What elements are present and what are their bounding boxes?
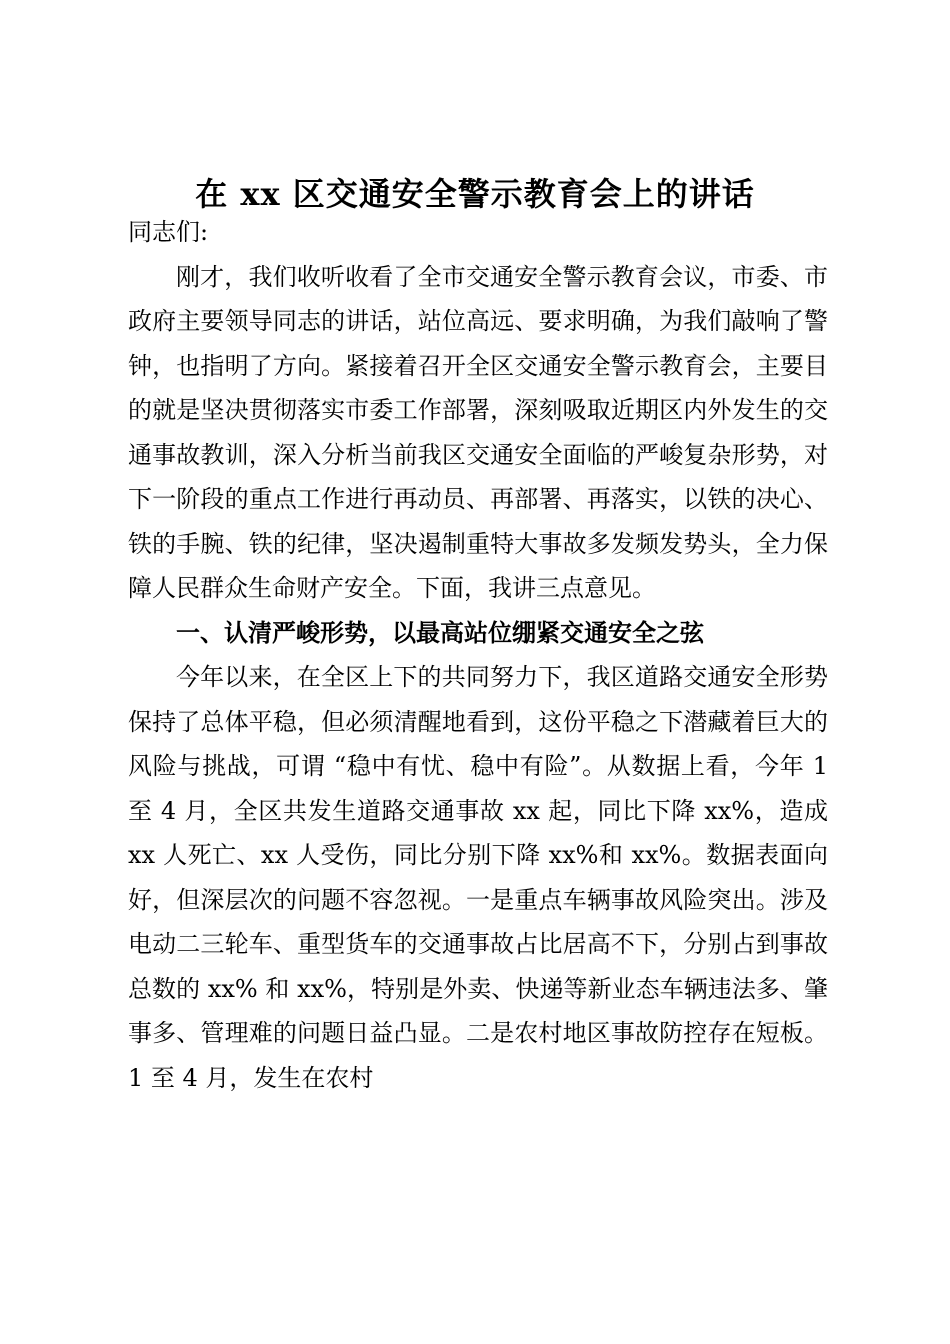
paragraph-intro: 刚才，我们收听收看了全市交通安全警示教育会议，市委、市政府主要领导同志的讲话，站位高远、要求明确，为我们敲响了警钟，也指明了方向。紧接着召开全区交通安全警示教育会，主要目的就是坚决贯彻落实市委工作部署，深刻吸取近期区内外发生的交通事故教训，深入分析当前我区交通安全面临的严峻复杂形势，对下一阶段的重点工作进行再动员、再部署、再落实，以铁的决心、铁的手腕、铁的纪律，坚决遏制重特大事故多发频发势头，全力保障人民群众生命财产安全。下面，我讲三点意见。 <box>128 262 828 602</box>
document-body <box>128 210 828 1100</box>
document-title: 在 xx 区交通安全警示教育会上的讲话 <box>195 175 755 213</box>
greeting: 同志们: <box>128 218 209 246</box>
paragraph-section-1: 今年以来，在全区上下的共同努力下，我区道路交通安全形势保持了总体平稳，但必须清醒地看到，这份平稳之下潜藏着巨大的风险与挑战，可谓 “稳中有忧、稳中有险”。从数据上看，今年 1 至 4 月，全区共发生道路交通事故 xx 起，同比下降 xx%，造成 xx 人死亡、xx 人受伤，同比分别下降 xx%和 xx%。数据表面向好，但深层次的问题不容忽视。一是重点车辆事故风险突出。涉及电动二三轮车、重型货车的交通事故占比居高不下，分别占到事故总数的 xx% 和 xx%，特别是外卖、快递等新业态车辆违法多、肇事多、管理难的问题日益凸显。二是农村地区事故防控存在短板。1 至 4 月，发生在农村 <box>128 663 828 1092</box>
section-heading-1: 一、认清严峻形势，以最高站位绷紧交通安全之弦 <box>176 617 704 647</box>
